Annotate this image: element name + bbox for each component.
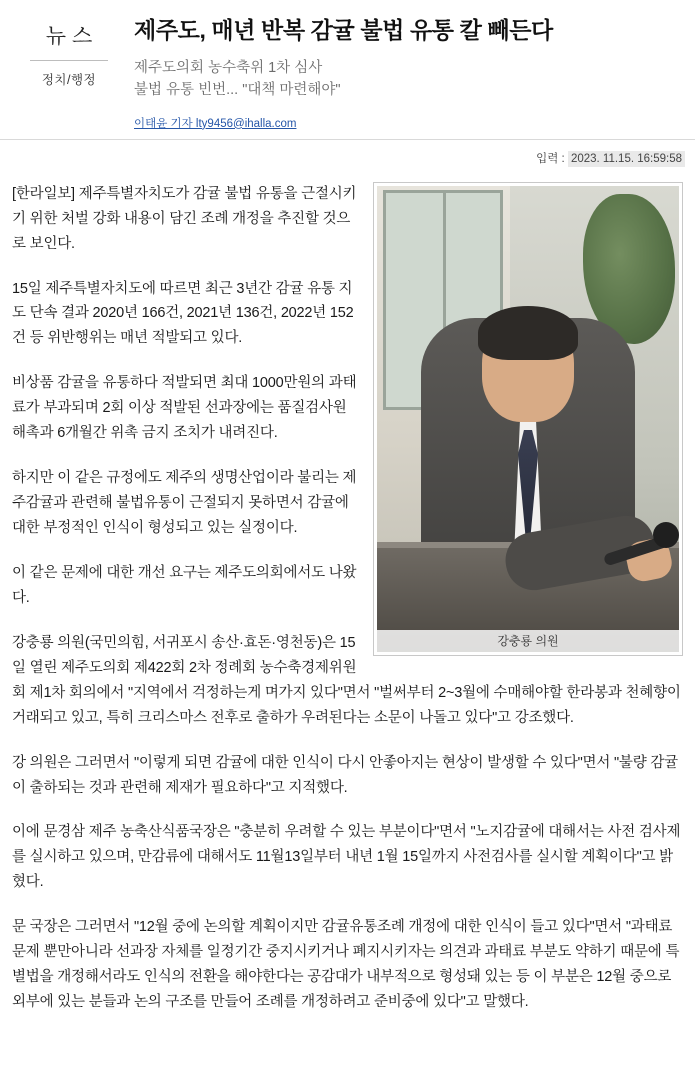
gang-chungryong-photo [377, 186, 679, 652]
photo-person-hair [478, 306, 578, 360]
subheadline-line-2: 불법 유통 빈번... "대책 마련해야" [134, 82, 341, 99]
timestamp-value: 2023. 11.15. 16:59:58 [568, 151, 685, 167]
subheadline [134, 57, 685, 102]
article-paragraph: 강충룡 의원(국민의힘, 서귀포시 송산·효돈·영천동)은 15일 열린 제주도의회 제422회 2차 정례회 농수축경제위원회 제1차 회의에서 "지역에서 걱정하는게 며가지 있다"면서 "벌써부터 2~3월에 수매해야할 한라봉과 천혜향이 거래되고 있고, 특히 크리스마스 전후로 출하가 우려된다는 소문이 나돌고 있다"고 강조했다. [12, 634, 681, 726]
brand-divider [30, 60, 108, 61]
article-figure [373, 182, 683, 656]
article-paragraph: [한라일보] 제주특별자치도가 감귤 불법 유통을 근절시키기 위한 처벌 강화 내용이 담긴 조례 개정을 추진할 것으로 보인다. [12, 185, 357, 252]
brand-block [10, 14, 128, 88]
brand-title: 뉴스 [45, 25, 99, 48]
article-header [0, 0, 695, 140]
article-paragraph: 이 같은 문제에 대한 개선 요구는 제주도의회에서도 나왔다. [12, 564, 357, 606]
brand-category[interactable]: 정치/행정 [41, 73, 97, 87]
article-paragraph: 15일 제주특별자치도에 따르면 최근 3년간 감귤 유통 지도 단속 결과 2020년 166건, 2021년 136건, 2022년 152건 등 위반행위는 매년 적발되고 있다. [12, 280, 354, 347]
byline-link[interactable]: 이태윤 기자 lty9456@ihalla.com [134, 117, 297, 130]
article-paragraph: 하지만 이 같은 규정에도 제주의 생명산업이라 불리는 제주감귤과 관련해 불법유통이 근절되지 못하면서 감귤에 대한 부정적인 인식이 형성되고 있는 실정이다. [12, 470, 357, 536]
timestamp-label: 입력 : [536, 152, 568, 165]
microphone-head-icon [653, 522, 679, 548]
timestamp-row [0, 140, 695, 168]
subheadline-line-1: 제주도의회 농수축위 1차 심사 [134, 59, 323, 76]
page-title: 제주도, 매년 반복 감귤 불법 유통 칼 빼든다 [134, 17, 553, 43]
article-body [0, 168, 695, 1025]
photo-caption: 강충룡 의원 [497, 633, 559, 648]
article-paragraph: 이에 문경삼 제주 농축산식품국장은 "충분히 우려할 수 있는 부분이다"면서 "노지감귤에 대해서는 사전 검사제를 실시하고 있으며, 만감류에 대해서도 11월13일부터 내년 1월 15일까지 사전검사를 실시할 계획이다"고 밝혔다. [12, 824, 681, 891]
headline-block [128, 14, 685, 133]
article-paragraph: 강 의원은 그러면서 "이렇게 되면 감귤에 대한 인식이 다시 안좋아지는 현상이 발생할 수 있다"면서 "불량 감귤이 출하되는 것과 관련해 제재가 필요하다"고 지적했다. [12, 754, 678, 796]
article-paragraph: 문 국장은 그러면서 "12월 중에 논의할 계획이지만 감귤유통조례 개정에 대한 인식이 들고 있다"면서 "과태료 문제 뿐만아니라 선과장 자체를 일정기간 중지시키거나 폐지시키자는 의견과 과태료 부분도 약하기 때문에 특별법을 개정해서라도 인식의 전환을 해야한다는 공감대가 내부적으로 형성돼 있는 등 이 부분은 12월 중으로 외부에 있는 분들과 논의 구조를 만들어 조례를 개정하려고 준비중에 있다"고 말했다. [12, 919, 680, 1011]
article-paragraph: 비상품 감귤을 유통하다 적발되면 최대 1000만원의 과태료가 부과되며 2회 이상 적발된 선과장에는 품질검사원 해촉과 6개월간 위촉 금지 조치가 내려진다. [12, 375, 357, 442]
